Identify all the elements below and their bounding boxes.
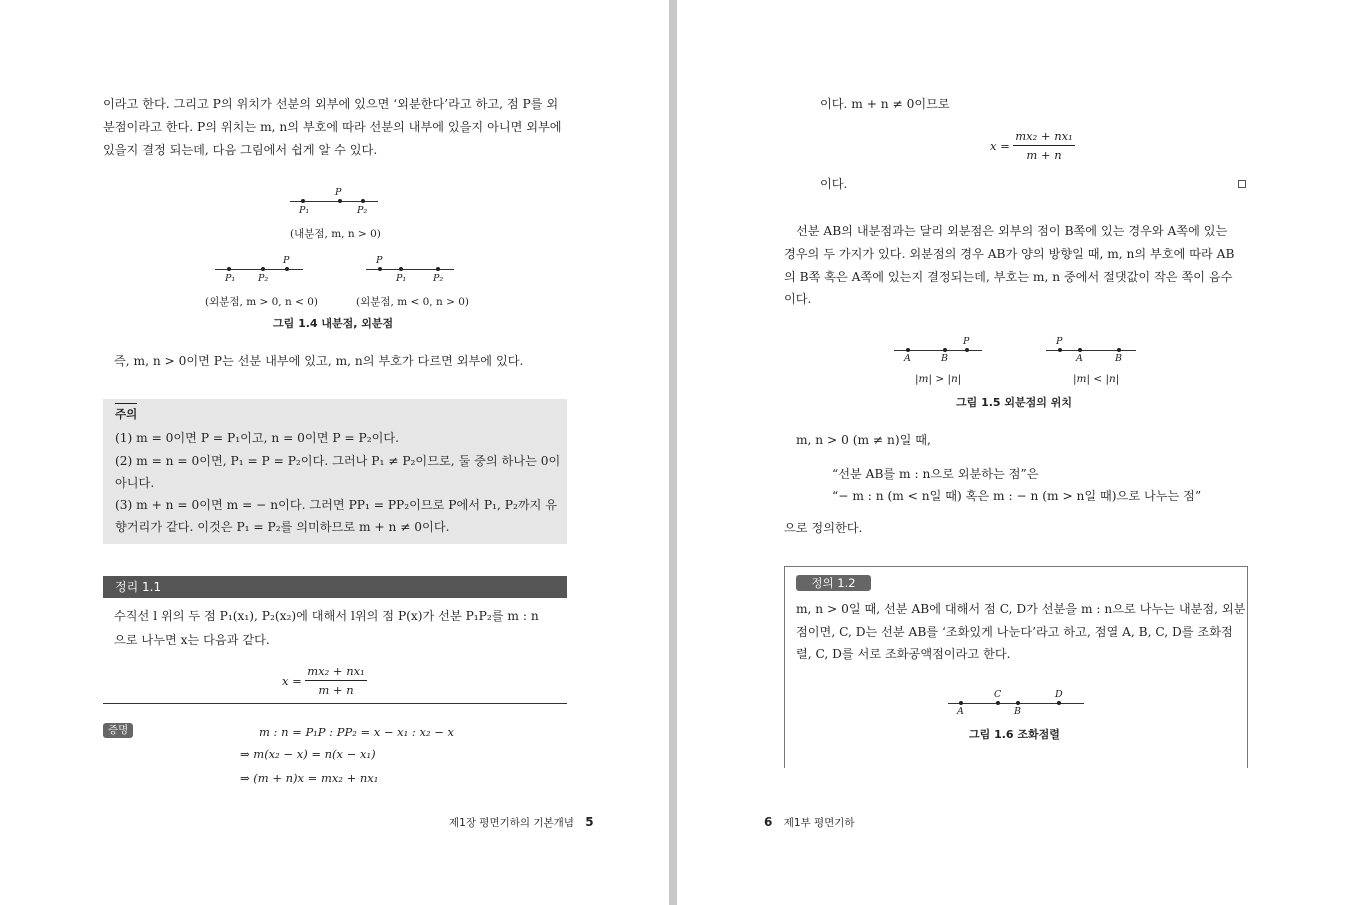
condition-line: m, n > 0 (m ≠ n)일 때, xyxy=(796,433,931,447)
fig14-top-dot-p xyxy=(338,199,342,203)
right-page xyxy=(677,0,1346,905)
right-formula-fraction xyxy=(1013,129,1075,162)
fig14-left-dot-p xyxy=(285,267,289,271)
fig14-left-dot-p1 xyxy=(227,267,231,271)
fig14-right-caption: (외분점, m < 0, n > 0) xyxy=(356,296,469,308)
definition-line-2: 점이면, C, D는 선분 AB를 ‘조화있게 나눈다’라고 하고, 점열 A, B, C, D를 조화점 xyxy=(796,625,1233,639)
fig14-left-label-p1: P₁ xyxy=(225,273,236,284)
fig15-left-caption: |m| > |n| xyxy=(915,373,962,385)
fig14-left-dot-p2 xyxy=(261,267,265,271)
note-line-3: 아니다. xyxy=(115,476,155,490)
fig14-right-dot-p xyxy=(378,267,382,271)
fig14-right-dot-p2 xyxy=(436,267,440,271)
note-line-5: 향거리가 같다. 이것은 P₁ = P₂를 의미하므로 m + n ≠ 0이다. xyxy=(115,520,450,534)
fig15-right-label-p: P xyxy=(1056,336,1063,347)
proof-end-line: 이다. xyxy=(820,177,848,191)
fig15-right-dot-a xyxy=(1078,348,1082,352)
fig15-left-label-p: P xyxy=(963,336,970,347)
ext-line-4: 이다. xyxy=(784,292,812,306)
fig14-right-dot-p1 xyxy=(399,267,403,271)
qed-square-icon xyxy=(1238,180,1246,188)
fig15-left-label-b: B xyxy=(941,353,948,364)
ext-line-1: 선분 AB의 내분점과는 달리 외분점은 외부의 점이 B쪽에 있는 경우와 A쪽에 있는 xyxy=(796,224,1228,238)
quote-line-2: “− m : n (m < n일 때) 혹은 m : − n (m > n일 때)으로 나누는 점” xyxy=(832,489,1202,503)
fig14-top-label-p: P xyxy=(335,187,342,198)
fig14-right-label-p1: P₁ xyxy=(396,273,407,284)
intro-line-2: 분점이라고 한다. P의 위치는 m, n의 부호에 따라 선분의 내부에 있을지 아니면 외부에 xyxy=(103,120,562,134)
fig15-right-label-a: A xyxy=(1076,353,1083,364)
fig14-caption: 그림 1.4 내분점, 외분점 xyxy=(273,317,394,330)
ext-line-3: 의 B쪽 혹은 A쪽에 있는지 결정되는데, 부호는 m, n 중에서 절댓값이 작은 쪽이 음수 xyxy=(784,270,1233,284)
proof-line-2: ⇒ m(x₂ − x) = n(x − x₁) xyxy=(240,747,376,761)
right-formula-bar xyxy=(1013,145,1075,146)
fig16-dot-b xyxy=(1016,701,1020,705)
fig15-right-label-b: B xyxy=(1115,353,1122,364)
ext-line-2: 경우의 두 가지가 있다. 외분점의 경우 AB가 양의 방향일 때, m, n의 부호에 따라 AB xyxy=(784,247,1235,261)
fig14-top-dot-p2 xyxy=(361,199,365,203)
right-footer-part: 제1부 평면기하 xyxy=(783,817,855,829)
definition-line-3: 렬, C, D를 서로 조화공액점이라고 한다. xyxy=(796,647,1011,661)
fig15-right-dot-b xyxy=(1117,348,1121,352)
right-formula-num: mx₂ + nx₁ xyxy=(1015,129,1073,143)
theorem-formula-bar xyxy=(305,680,367,681)
right-formula-den: m + n xyxy=(1026,148,1062,162)
fig14-left-label-p: P xyxy=(283,255,290,266)
definition-title: 정의 1.2 xyxy=(796,575,871,591)
note-line-1: (1) m = 0이면 P = P₁이고, n = 0이면 P = P₂이다. xyxy=(115,431,400,445)
fig16-label-b: B xyxy=(1014,706,1021,717)
fig14-top-caption: (내분점, m, n > 0) xyxy=(290,228,381,240)
note-line-2: (2) m = n = 0이면, P₁ = P = P₂이다. 그러나 P₁ ≠ P₂이므로, 둘 중의 하나는 0이 xyxy=(115,454,561,468)
define-line: 으로 정의한다. xyxy=(784,521,863,535)
theorem-formula-den: m + n xyxy=(318,683,354,697)
proof-cont-line: 이다. m + n ≠ 0이므로 xyxy=(820,97,950,111)
left-footer-chapter: 제1장 평면기하의 기본개념 xyxy=(449,817,574,829)
fig16-dot-a xyxy=(959,701,963,705)
fig14-left-label-p2: P₂ xyxy=(258,273,269,284)
quote-line-1: “선분 AB를 m : n으로 외분하는 점”은 xyxy=(832,467,1039,481)
definition-line-1: m, n > 0일 때, 선분 AB에 대해서 점 C, D가 선분을 m : n으로 나누는 내분점, 외분 xyxy=(796,602,1246,616)
fig16-label-d: D xyxy=(1055,689,1063,700)
right-page-number: 6 xyxy=(764,815,773,829)
summary-line: 즉, m, n > 0이면 P는 선분 내부에 있고, m, n의 부호가 다르면 외부에 있다. xyxy=(114,354,524,368)
fig16-label-a: A xyxy=(957,706,964,717)
proof-badge: 증명 xyxy=(103,723,133,738)
fig15-caption: 그림 1.5 외분점의 위치 xyxy=(956,396,1072,409)
intro-line-1: 이라고 한다. 그리고 P의 위치가 선분의 외부에 있으면 ‘외분한다’라고 하고, 점 P를 외 xyxy=(103,97,559,111)
fig15-left-dot-p xyxy=(965,348,969,352)
left-page-number: 5 xyxy=(585,815,594,829)
fig14-right-label-p2: P₂ xyxy=(433,273,444,284)
theorem-bottom-rule xyxy=(103,703,567,704)
theorem-formula-num: mx₂ + nx₁ xyxy=(307,664,365,678)
fig15-left-label-a: A xyxy=(904,353,911,364)
fig14-left-caption: (외분점, m > 0, n < 0) xyxy=(205,296,318,308)
fig16-label-c: C xyxy=(994,689,1002,700)
fig14-top-dot-p1 xyxy=(301,199,305,203)
fig16-dot-c xyxy=(996,701,1000,705)
note-line-4: (3) m + n = 0이면 m = − n이다. 그러면 PP₁ = PP₂이므로 P에서 P₁, P₂까지 유 xyxy=(115,498,558,512)
fig15-left-dot-a xyxy=(906,348,910,352)
fig15-right-caption: |m| < |n| xyxy=(1073,373,1120,385)
fig14-top-label-p1: P₁ xyxy=(299,205,310,216)
theorem-line-2: 으로 나누면 x는 다음과 같다. xyxy=(114,633,270,647)
fig16-caption: 그림 1.6 조화점렬 xyxy=(969,728,1060,741)
theorem-title: 정리 1.1 xyxy=(103,576,567,598)
right-footer xyxy=(764,815,855,830)
fig14-top-label-p2: P₂ xyxy=(357,205,368,216)
theorem-formula-lhs: x = xyxy=(282,674,302,688)
fig16-dot-d xyxy=(1057,701,1061,705)
left-footer xyxy=(449,815,594,830)
fig14-right-label-p: P xyxy=(376,255,383,266)
proof-line-3: ⇒ (m + n)x = mx₂ + nx₁ xyxy=(240,771,379,785)
fig15-right-dot-p xyxy=(1058,348,1062,352)
intro-line-3: 있을지 결정 되는데, 다음 그림에서 쉽게 알 수 있다. xyxy=(103,143,378,157)
theorem-formula-fraction xyxy=(305,664,367,697)
fig15-left-dot-b xyxy=(943,348,947,352)
proof-line-1: m : n = P₁P : PP₂ = x − x₁ : x₂ − x xyxy=(259,725,454,739)
right-formula-lhs: x = xyxy=(990,139,1010,153)
note-title: 주의 xyxy=(115,403,137,424)
theorem-line-1: 수직선 l 위의 두 점 P₁(x₁), P₂(x₂)에 대해서 l위의 점 P(x)가 선분 P₁P₂를 m : n xyxy=(114,609,539,623)
